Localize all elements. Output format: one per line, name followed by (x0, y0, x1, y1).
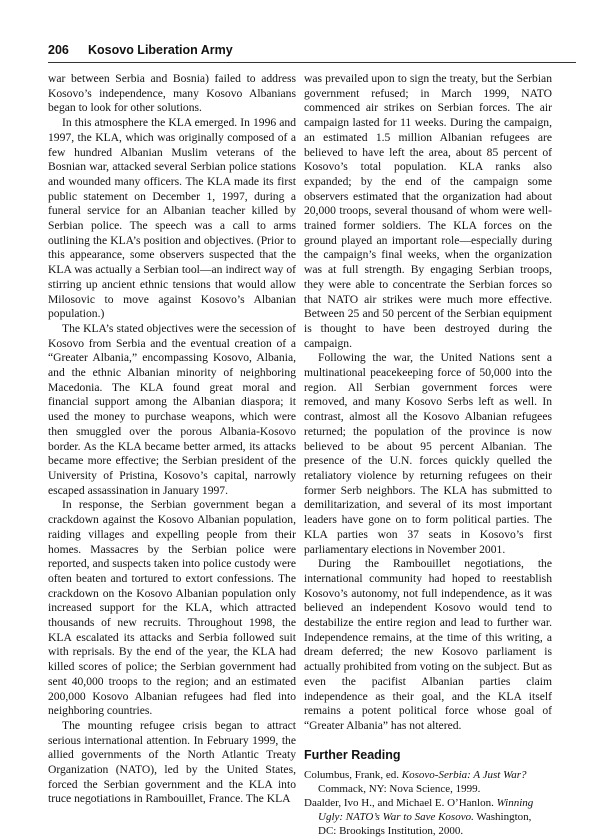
reference-entry (304, 768, 552, 796)
further-reading-heading: Further Reading (304, 747, 401, 762)
header-rule (48, 62, 576, 63)
paragraph: In this atmosphere the KLA emerged. In 1996 and 1997, the KLA, which was originally composed of a few hundred Albanian Muslim veterans of the Bosnian war, attacked several Serbian police stations and wounded many officers. The KLA made its first public statement on December 1, 1997, during a funeral service for an Albanian teacher killed by Serbian police. The speech was a call to arms outlining the KLA’s position and objectives. (Prior to this appearance, some observers suspected that the KLA was actually a Serbian tool—an indirect way of stirring up ancient ethnic tensions that would allow Milosovic to move against Kosovo’s Albanian population.) (48, 116, 296, 321)
ref-publisher: Commack, NY: Nova Science, 1999. (318, 783, 481, 796)
ref-authors: Daalder, Ivo H., and Michael E. O’Hanlon. (304, 797, 497, 810)
paragraph: In response, the Serbian government began a crackdown against the Kosovo Albanian population, raiding villages and expelling people from their homes. Massacres by the Serbian police were reported, and suspects taken into police custody were often beaten and tortured to extort confessions. The crackdown on the Kosovo Albanian population only increased support for the KLA, which attracted thousands of new recruits. Throughout 1998, the KLA escalated its attacks and Serbia followed suit with reprisals. By the end of the year, the KLA had killed scores of police; the Serbian government had sent 40,000 troops to the region; and an estimated 200,000 Kosovo Albanian refugees had fled into neighboring countries. (48, 498, 296, 718)
reference-entry (304, 796, 552, 838)
ref-title: Kosovo-Serbia: A Just War? (401, 769, 527, 782)
paragraph: The mounting refugee crisis began to attract serious international attention. In February 1999, the allied governments of the North Atlantic Treaty Organization (NATO), led by the United States, forced the Serbian government and the KLA into truce negotiations in Rambouillet, France. The KLA (48, 718, 296, 806)
left-column (48, 72, 296, 807)
running-title: Kosovo Liberation Army (88, 43, 233, 57)
paragraph: The KLA’s stated objectives were the secession of Kosovo from Serbia and the eventual creation of a “Greater Albania,” encompassing Kosovo, Albania, and the ethnic Albanian minority of neighboring Macedonia. The KLA found great moral and financial support among the Albanian diaspora; it used the money to purchase weapons, which were then smuggled over the porous Albania-Kosovo border. As the KLA became better armed, its attacks became more effective; the Serbian president of the University of Pristina, Kosovo’s capital, narrowly escaped assassination in January 1997. (48, 321, 296, 497)
paragraph: was prevailed upon to sign the treaty, but the Serbian government refused; in March 1999, NATO commenced air strikes on Serbian forces. The air campaign lasted for 11 weeks. During the campaign, an estimated 1.5 million Albanian refugees are believed to have left the area, about 85 percent of Kosovo’s total population. KLA ranks also expanded; by the end of the campaign some observers estimated that the organization had about 20,000 troops, several thousand of whom were well-trained former soldiers. The KLA forces on the ground played an important role—especially during the campaign’s final weeks, when the organization was at full strength. By engaging Serbian troops, they were able to concentrate the Serbian forces so that NATO air strikes were much more effective. Between 25 and 50 percent of the Serbian equipment is thought to have been destroyed during the campaign. (304, 72, 552, 350)
paragraph: war between Serbia and Bosnia) failed to address Kosovo’s independence, many Kosovo Albanians began to look for other solutions. (48, 72, 296, 115)
paragraph: During the Rambouillet negotiations, the international community had hoped to reestablish Kosovo’s autonomy, not full independence, as it was believed an independent Kosovo would tend to destabilize the entire region and lead to further war. Independence remains, at the time of this writing, a dream deferred; the new Kosovo parliament is actually prohibited from voting on the subject. But as even the pacifist Albanian parties claim independence as their goal, and the KLA itself remains a potent political force whose goal of “Greater Albania” has not altered. (304, 557, 552, 732)
paragraph: Following the war, the United Nations sent a multinational peacekeeping force of 50,000 into the region. All Serbian government forces were removed, and many Kosovo Serbs left as well. In contrast, almost all the Kosovo Albanian refugees returned; the population of the province is now believed to be about 95 percent Albanian. The presence of the U.N. forces quickly quelled the retaliatory violence by returning refugees on their former Serb neighbors. The KLA has submitted to demilitarization, and several of its most important leaders have gone on to form political parties. The KLA parties won 37 seats in Kosovo’s first parliamentary elections in November 2001. (304, 351, 552, 556)
page-header (48, 40, 576, 60)
page-number: 206 (48, 43, 69, 57)
ref-publisher: Washington, DC: Brookings Institution, 2000. (318, 811, 532, 838)
ref-authors: Columbus, Frank, ed. (304, 769, 402, 782)
ref-title: Winning Ugly: NATO’s War to Save Kosovo. (318, 797, 534, 824)
right-column (304, 72, 552, 838)
